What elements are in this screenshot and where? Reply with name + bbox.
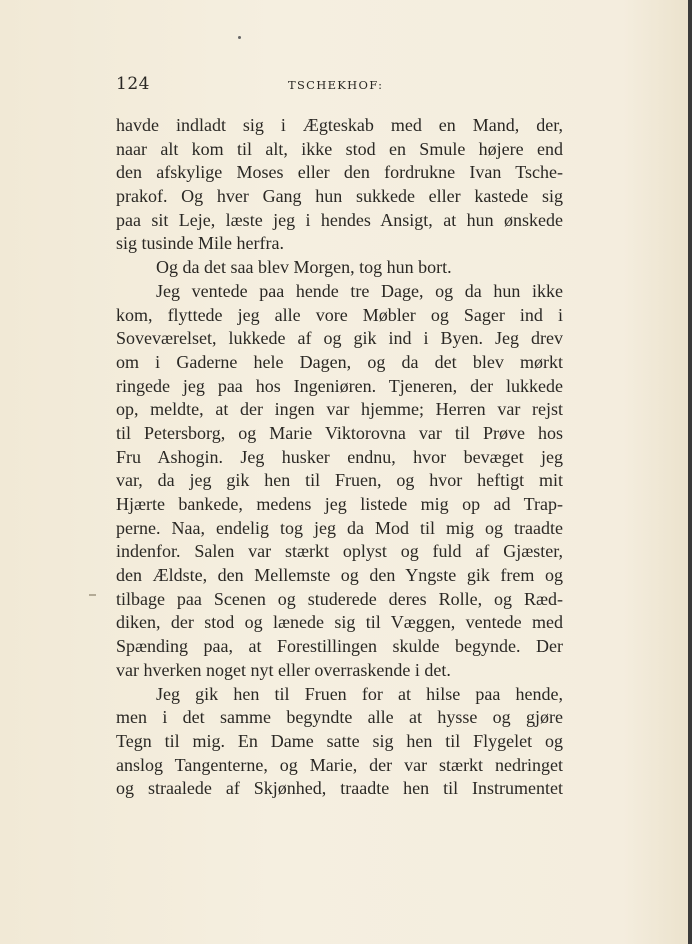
text-line: kom, flyttede jeg alle vore Møbler og Sager ind i [116,304,563,325]
text-line: den Ældste, den Mellemste og den Yngste gik frem og [116,565,563,586]
text-line: perne. Naa, endelig tog jeg da Mod til mig og traadte [116,517,563,538]
text-line: var hverken noget nyt eller overraskende i det. [116,659,451,680]
text-line: Soveværelset, lukkede af og gik ind i Byen. Jeg drev [116,328,563,349]
text-line: men i det samme begyndte alle at hysse og gjøre [116,707,563,728]
text-line: Tegn til mig. En Dame satte sig hen til Flygelet og [116,730,563,751]
text-line: prakof. Og hver Gang hun sukkede eller kastede sig [116,186,563,207]
text-line: diken, der stod og lænede sig til Væggen, ventede med [116,612,563,633]
text-line: ringede jeg paa hos Ingeniøren. Tjeneren, der lukkede [116,375,563,396]
text-line: Jeg ventede paa hende tre Dage, og da hun ikke [156,280,563,301]
text-line: tilbage paa Scenen og studerede deres Rolle, og Ræd- [116,588,563,609]
print-speck [238,36,241,39]
text-line: til Petersborg, og Marie Viktorovna var til Prøve hos [116,422,563,443]
margin-mark [89,594,96,596]
running-title: TSCHEKHOF: [288,78,384,92]
body-text [116,114,563,801]
text-line: anslog Tangenterne, og Marie, der var stærkt nedringet [116,754,563,775]
text-line: op, meldte, at der ingen var hjemme; Herren var rejst [116,399,563,420]
text-line: Hjærte bankede, medens jeg listede mig op ad Trap- [116,494,563,514]
text-line: den afskylige Moses eller den fordrukne Ivan Tsche- [116,162,563,183]
page-number: 124 [116,74,150,94]
text-line: sig tusinde Mile herfra. [116,233,284,254]
page-edge [688,0,692,944]
text-line: Jeg gik hen til Fruen for at hilse paa hende, [156,683,563,704]
text-line: paa sit Leje, læste jeg i hendes Ansigt, at hun ønskede [116,209,563,230]
text-line: og straalede af Skjønhed, traadte hen til Instrumentet [116,778,563,799]
text-line: indenfor. Salen var stærkt oplyst og fuld af Gjæster, [116,541,563,562]
text-line: var, da jeg gik hen til Fruen, og hvor heftigt mit [116,470,563,491]
text-line: Og da det saa blev Morgen, tog hun bort. [156,257,452,278]
text-line: om i Gaderne hele Dagen, og da det blev mørkt [116,351,563,372]
text-line: Spænding paa, at Forestillingen skulde begynde. Der [116,636,563,657]
text-line: havde indladt sig i Ægteskab med en Mand, der, [116,115,563,135]
text-line: naar alt kom til alt, ikke stod en Smule højere end [116,138,563,159]
page-header [116,74,563,96]
text-line: Fru Ashogin. Jeg husker endnu, hvor bevæget jeg [116,446,563,467]
